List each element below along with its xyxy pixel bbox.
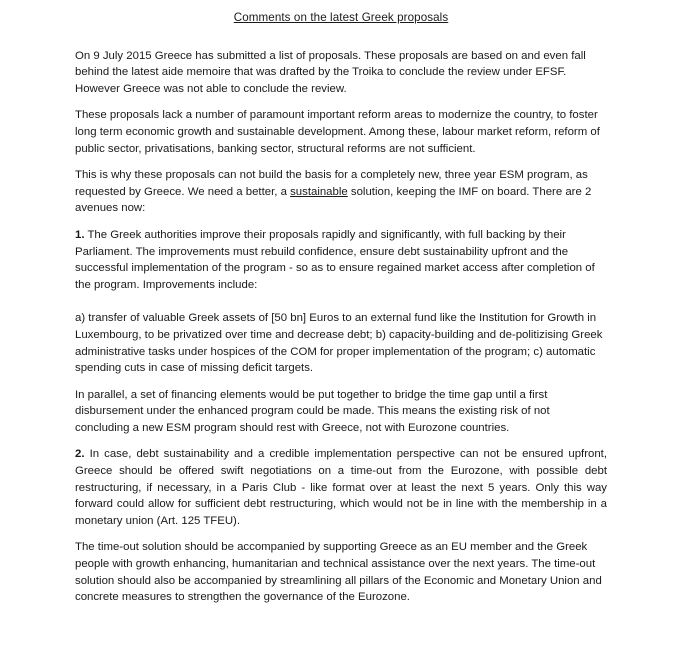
avenue-one-text: The Greek authorities improve their proposals rapidly and significantly, with full backing by their Parliament. The improvements must rebuild confidence, ensure debt sustainability upfront and the successful implementation of the program - so as to ensure regained market access after completion of the program. Improvements include: (75, 228, 595, 291)
paragraph-avenue-one (75, 227, 607, 293)
paragraph-financing-bridge: In parallel, a set of financing elements would be put together to bridge the time gap until a first disbursement under the enhanced program could be made. This means the existing risk of not concluding a new ESM program should rest with Greece, not with Eurozone countries. (75, 388, 550, 434)
avenue-two-number: 2. (75, 448, 85, 461)
paragraph-improvements-list: a) transfer of valuable Greek assets of [50 bn] Euros to an external fund like the Institution for Growth in Luxembourg, to be privatized over time and decrease debt; b) capacity-building and de-politizising Greek administrative tasks under hospices of the COM for proper implementation of the program; c) automatic spending cuts in case of missing deficit targets. (75, 312, 603, 375)
document-title: Comments on the latest Greek proposals (233, 11, 449, 24)
paragraph-missing-reforms: These proposals lack a number of paramount important reform areas to modernize the country, to foster long term economic growth and sustainable development. Among these, labour market reform, reform of public sector, privatisations, banking sector, structural reforms are not sufficient. (75, 109, 600, 155)
avenue-two-text: In case, debt sustainability and a credible implementation perspective can not be ensured upfront, Greece should be offered swift negotiations on a time-out from the Eurozone, with possible debt restructuring, if necessary, in a Paris Club - like format over at least the next 5 years. Only this way forward could allow for sufficient debt restructuring, which would not be in line with the membership in a monetary union (Art. 125 TFEU). (75, 448, 607, 527)
document-body (75, 10, 607, 616)
sustainable-underlined: sustainable (290, 185, 348, 198)
paragraph-two-avenues-text-after: solution, keeping the IMF on board. There are 2 avenues now: (75, 185, 592, 215)
paragraph-two-avenues-text-before: This is why these proposals can not build the basis for a completely new, three year ESM program, as requested by Greece. We need a better, a (75, 169, 588, 198)
paragraph-time-out-solution: The time-out solution should be accompanied by supporting Greece as an EU member and the Greek people with growth enhancing, humanitarian and technical assistance over the next years. The time-out solution should also be accompanied by streamlining all pillars of the Economic and Monetary Union and concrete measures to strengthen the governance of the Eurozone. (75, 541, 602, 604)
avenue-one-number: 1. (75, 228, 85, 241)
paragraph-two-avenues (75, 167, 607, 217)
paragraph-avenue-two (75, 446, 607, 529)
paragraph-submission: On 9 July 2015 Greece has submitted a list of proposals. These proposals are based on and even fall behind the latest aide memoire that was drafted by the Troika to conclude the review under EFSF. However Greece was not able to conclude the review. (75, 49, 586, 95)
